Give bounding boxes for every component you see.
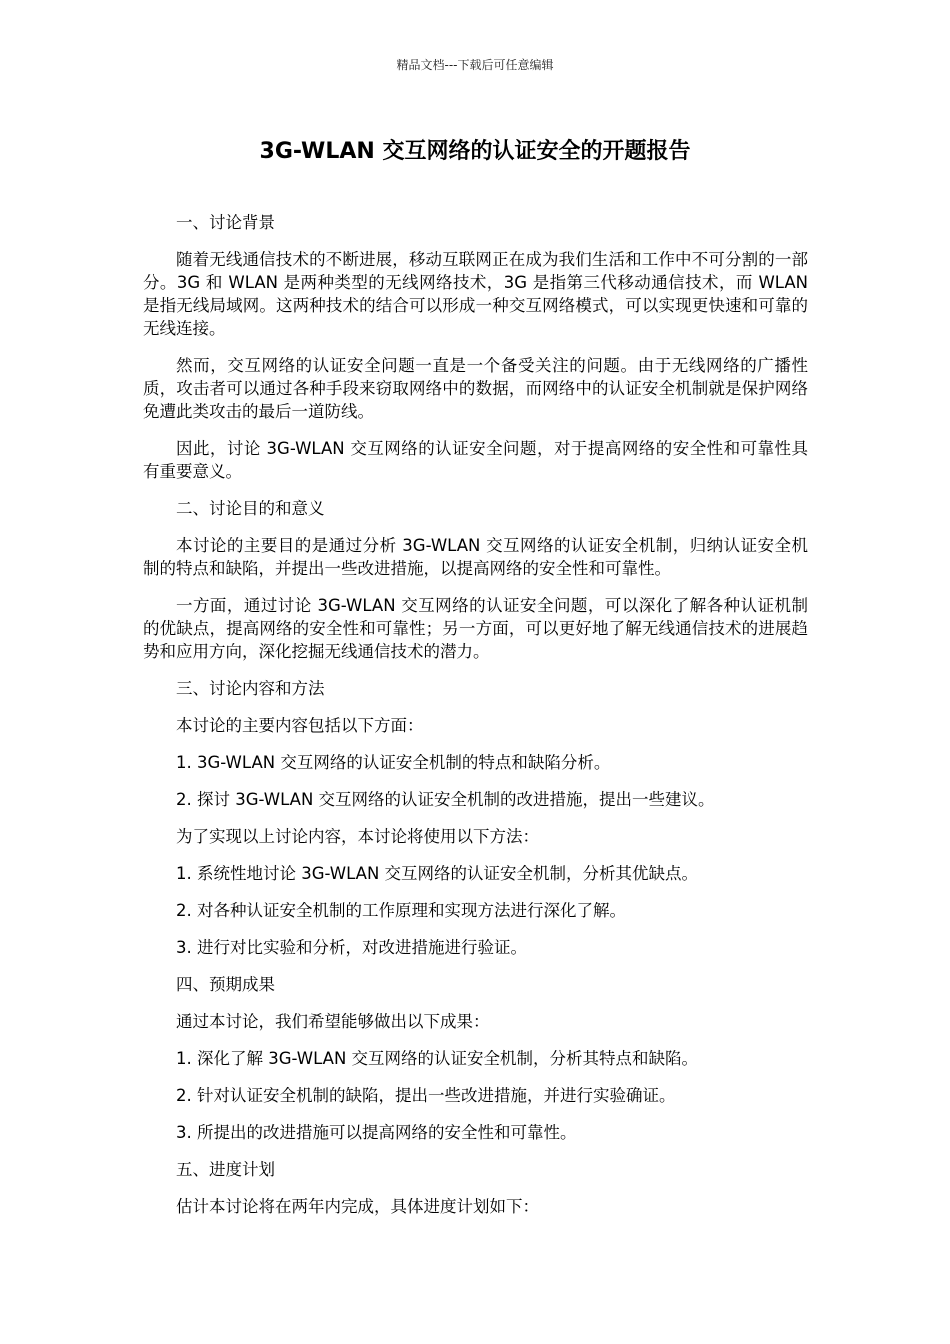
body-paragraph: 本讨论的主要内容包括以下方面： xyxy=(176,716,424,735)
document-title: 3G-WLAN 交互网络的认证安全的开题报告 xyxy=(259,139,691,164)
body-paragraph: 通过本讨论，我们希望能够做出以下成果： xyxy=(176,1012,490,1031)
body-paragraph: 一方面，通过讨论 3G-WLAN 交互网络的认证安全问题，可以深化了解各种认证机制的优缺点，提高网络的安全性和可靠性；另一方面，可以更好地了解无线通信技术的进展趋势和应用方向，深化挖掘无线通信技术的潜力。 xyxy=(143,596,808,661)
list-item: 1. 深化了解 3G-WLAN 交互网络的认证安全机制，分析其特点和缺陷。 xyxy=(176,1049,699,1068)
list-item: 3. 所提出的改进措施可以提高网络的安全性和可靠性。 xyxy=(176,1123,577,1142)
list-item: 3. 进行对比实验和分析，对改进措施进行验证。 xyxy=(176,938,527,957)
body-paragraph: 然而，交互网络的认证安全问题一直是一个备受关注的问题。由于无线网络的广播性质，攻击者可以通过各种手段来窃取网络中的数据，而网络中的认证安全机制就是保护网络免遭此类攻击的最后一道防线。 xyxy=(143,356,808,421)
list-item: 1. 3G-WLAN 交互网络的认证安全机制的特点和缺陷分析。 xyxy=(176,753,611,772)
list-item: 2. 针对认证安全机制的缺陷，提出一些改进措施，并进行实验确证。 xyxy=(176,1086,676,1105)
section-heading-schedule: 五、进度计划 xyxy=(176,1160,275,1179)
list-item: 2. 探讨 3G-WLAN 交互网络的认证安全机制的改进措施，提出一些建议。 xyxy=(176,790,715,809)
body-paragraph: 随着无线通信技术的不断进展，移动互联网正在成为我们生活和工作中不可分割的一部分。3G 和 WLAN 是两种类型的无线网络技术，3G 是指第三代移动通信技术，而 WLAN 是指无线局域网。这两种技术的结合可以形成一种交互网络模式，可以实现更快速和可靠的无线连接。 xyxy=(143,250,808,338)
section-heading-content-methods: 三、讨论内容和方法 xyxy=(176,679,325,698)
body-paragraph: 因此，讨论 3G-WLAN 交互网络的认证安全问题，对于提高网络的安全性和可靠性具有重要意义。 xyxy=(143,439,808,481)
section-heading-background: 一、讨论背景 xyxy=(176,213,275,232)
list-item: 2. 对各种认证安全机制的工作原理和实现方法进行深化了解。 xyxy=(176,901,626,920)
section-heading-expected-results: 四、预期成果 xyxy=(176,975,275,994)
body-paragraph: 为了实现以上讨论内容，本讨论将使用以下方法： xyxy=(176,827,539,846)
body-paragraph: 本讨论的主要目的是通过分析 3G-WLAN 交互网络的认证安全机制，归纳认证安全机制的特点和缺陷，并提出一些改进措施，以提高网络的安全性和可靠性。 xyxy=(143,536,808,578)
list-item: 1. 系统性地讨论 3G-WLAN 交互网络的认证安全机制，分析其优缺点。 xyxy=(176,864,699,883)
section-heading-purpose: 二、讨论目的和意义 xyxy=(176,499,325,518)
document-body xyxy=(143,211,808,1232)
body-paragraph: 估计本讨论将在两年内完成，具体进度计划如下： xyxy=(176,1197,539,1216)
page-header: 精品文档---下载后可任意编辑 xyxy=(396,58,554,72)
